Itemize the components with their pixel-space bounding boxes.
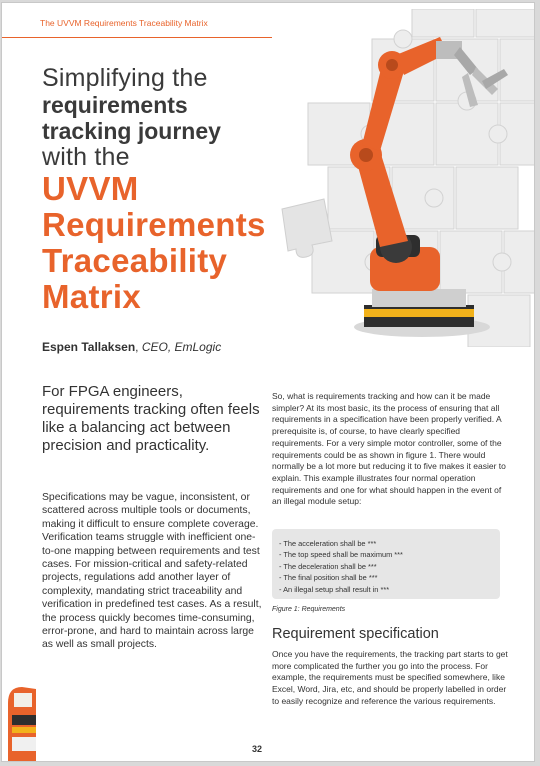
left-body-paragraph: Specifications may be vague, inconsistent, or scattered across multiple tools or documents, making it difficult to ensure complete coverage. Verification teams struggle with inefficient one-to-one mapping between requirements and test cases. For mission-critical and safety-related projects, regulations add another layer of complexity, mandating strict traceability and verification in predefined test cases. As a result, the process quickly becomes time-consuming, error-prone, and hard to maintain across large as well as small projects. [42,492,262,651]
page-number: 32 [252,744,263,754]
requirement-item: - An illegal setup shall result in *** [279,584,390,594]
right-body-paragraph: So, what is requirements tracking and how can it be made simpler? At its most basic, its the process of ensuring that all requirements in a specification have been properly verified. A prerequisite is, of course, to have clearly specified requirements. For a very simple motor controller, some of the requirements could be as shown in figure 1. There would normally be a lot more but reducing it to five makes it easier to explain. This example illustrates four normal operation requirements and one for what should happen in the event of an illegal module setup: [272,391,506,507]
requirement-item: - The acceleration shall be *** [279,539,377,548]
requirement-item: - The top speed shall be maximum *** [279,550,403,560]
section-body-paragraph: Once you have the requirements, the tracking part starts to get more complicated the further you go into the process. For example, the requirements must be specified somewhere, like Excel, Word, Jira, etc, and should be properly labelled in order to easily recognize and reference the various requirements. [272,649,508,706]
title-accent-1: UVVM [42,170,139,207]
intro-paragraph: For FPGA engineers, requirements tracking often feels like a balancing act between precision and practicality. [42,383,260,454]
figure-caption: Figure 1: Requirements [272,606,346,613]
title-accent-4: Matrix [42,278,141,315]
title-line-4: with the [42,143,130,171]
title-accent-3: Traceability [42,242,228,279]
title-line-1: Simplifying the [42,64,208,92]
requirements-list [272,529,500,595]
byline: Espen Tallaksen, CEO, EmLogic [42,340,222,354]
requirement-item: - The final position shall be *** [279,573,378,583]
title-accent-2: Requirements [42,206,266,243]
author-role: CEO, EmLogic [141,340,222,354]
author-name: Espen Tallaksen [42,340,136,354]
requirement-item: - The deceleration shall be *** [279,561,377,571]
magazine-page [1,2,535,762]
article-title [42,65,312,315]
title-line-3: tracking journey [42,118,221,144]
section-heading: Requirement specification [272,626,439,642]
title-line-2: requirements [42,92,188,118]
running-title: The UVVM Requirements Traceability Matrix [40,18,208,28]
requirements-figure [272,529,500,599]
robot-arm-corner-illustration [2,675,42,762]
